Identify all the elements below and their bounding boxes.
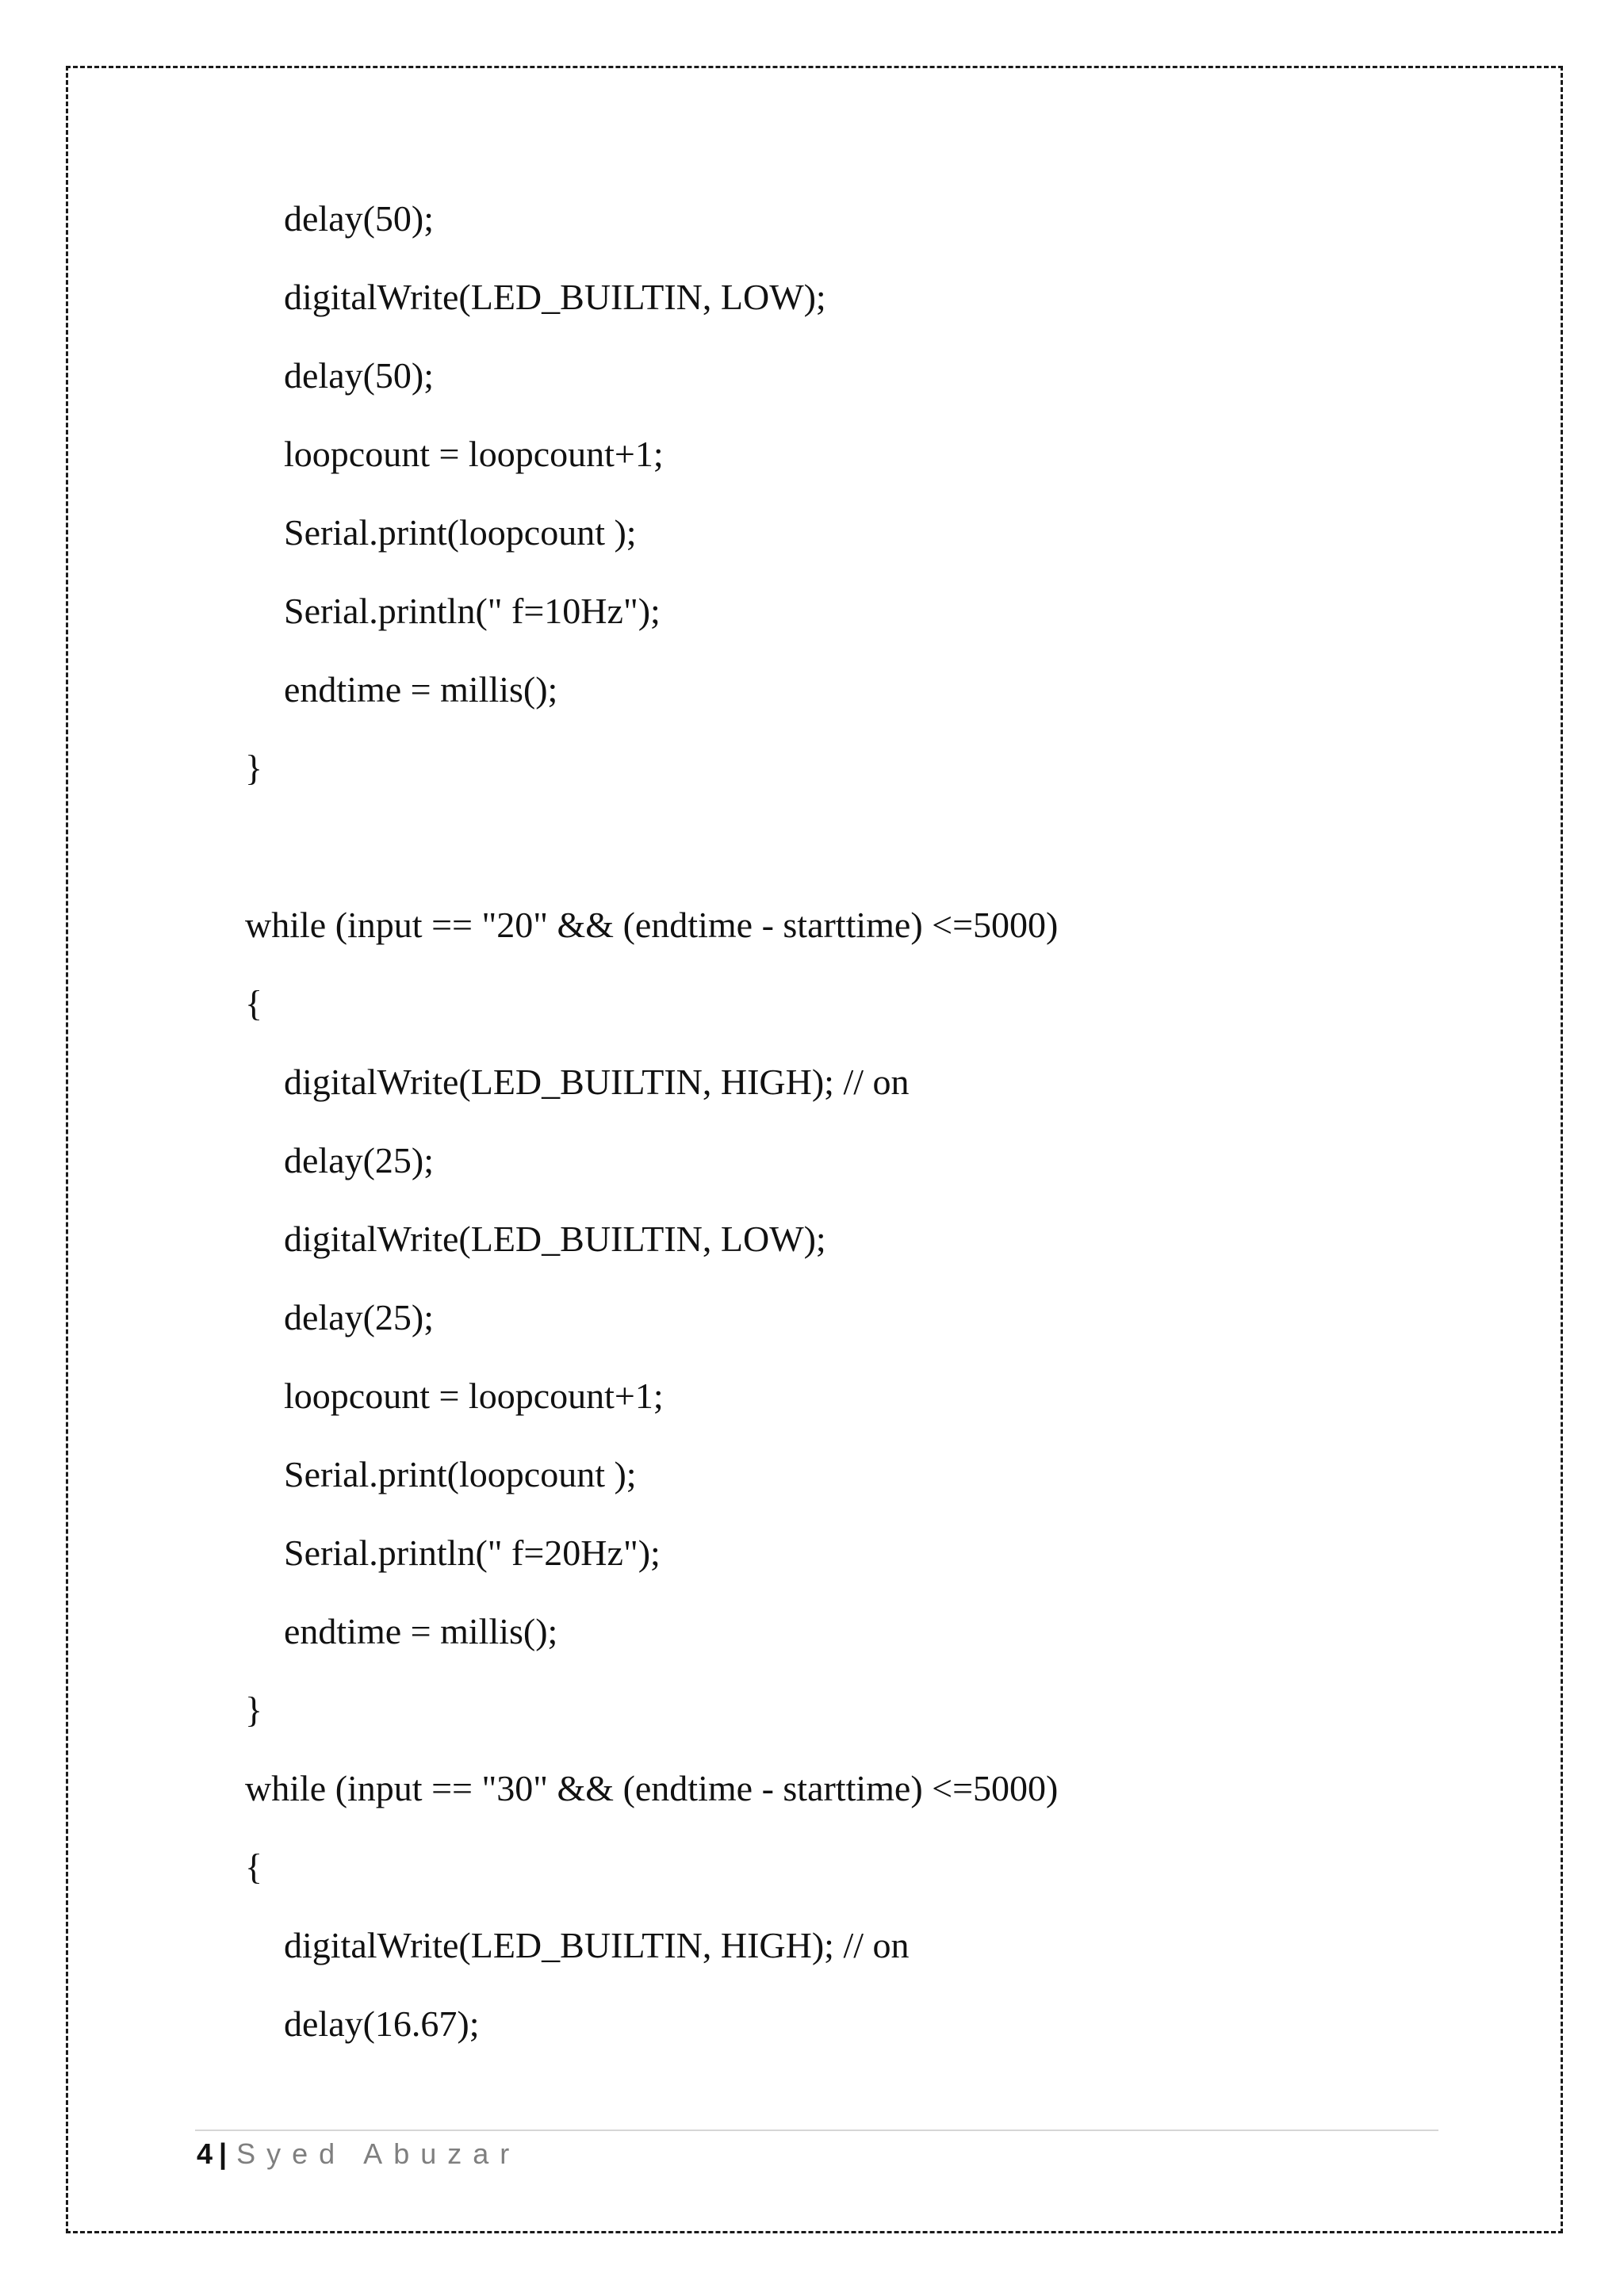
- code-line: loopcount = loopcount+1;: [284, 434, 664, 474]
- code-line: digitalWrite(LED_BUILTIN, HIGH); // on: [284, 1062, 910, 1102]
- code-line: while (input == "20" && (endtime - starttime) <=5000): [245, 905, 1059, 945]
- code-line: digitalWrite(LED_BUILTIN, HIGH); // on: [284, 1925, 910, 1965]
- code-line: Serial.print(loopcount );: [284, 512, 637, 553]
- code-line: delay(16.67);: [284, 2003, 480, 2044]
- code-line: delay(50);: [284, 355, 435, 396]
- code-line: Serial.print(loopcount );: [284, 1454, 637, 1494]
- code-line: Serial.println(" f=20Hz");: [284, 1533, 661, 1573]
- code-line: delay(50);: [284, 198, 435, 239]
- footer-divider: [195, 2130, 1438, 2131]
- code-line: endtime = millis();: [284, 1611, 558, 1651]
- code-line: {: [245, 1846, 263, 1887]
- code-line: delay(25);: [284, 1297, 435, 1337]
- code-line: loopcount = loopcount+1;: [284, 1376, 664, 1416]
- code-line: endtime = millis();: [284, 669, 558, 710]
- code-line: {: [245, 983, 263, 1024]
- code-line: digitalWrite(LED_BUILTIN, LOW);: [284, 277, 826, 317]
- page-footer: [197, 2134, 520, 2174]
- code-line: digitalWrite(LED_BUILTIN, LOW);: [284, 1219, 826, 1259]
- footer-author: Syed Abuzar: [236, 2137, 521, 2170]
- footer-separator: |: [219, 2137, 228, 2170]
- code-line: }: [245, 1689, 263, 1730]
- code-line: while (input == "30" && (endtime - starttime) <=5000): [245, 1768, 1059, 1808]
- code-line: Serial.println(" f=10Hz");: [284, 591, 661, 631]
- code-line: delay(25);: [284, 1140, 435, 1181]
- page-number: 4: [197, 2137, 213, 2170]
- code-line: }: [245, 748, 263, 788]
